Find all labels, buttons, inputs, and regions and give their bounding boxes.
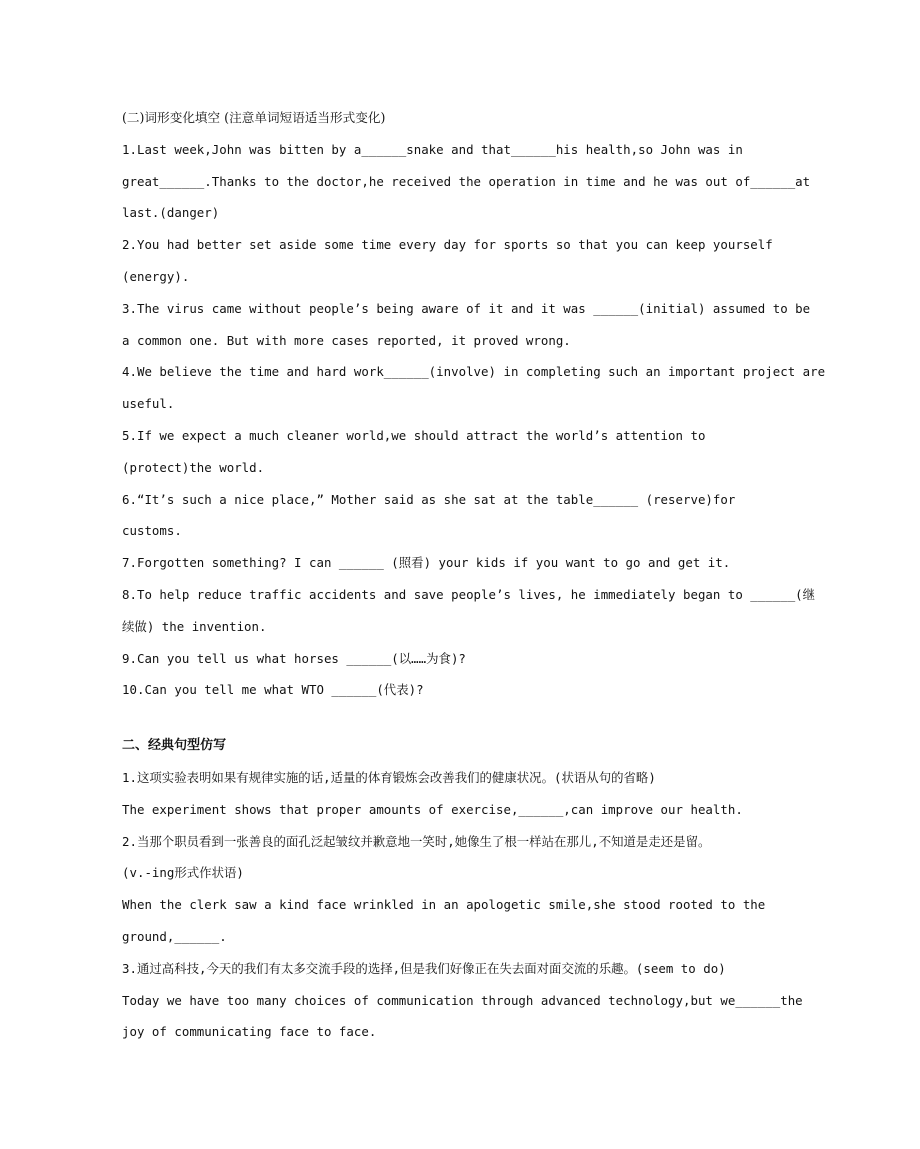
exercise-line: last.(danger) xyxy=(122,205,220,221)
exercise-line: 10.Can you tell me what WTO ______(代表)? xyxy=(122,682,424,698)
exercise-line: 8.To help reduce traffic accidents and save people’s lives, he immediately began to ______(继 xyxy=(122,586,816,602)
exercise-line: 1.这项实验表明如果有规律实施的话,适量的体育锻炼会改善我们的健康状况。(状语从句的省略) xyxy=(122,769,656,785)
exercise-line: a common one. But with more cases reported, it proved wrong. xyxy=(122,332,571,348)
exercise-line: 3.通过高科技,今天的我们有太多交流手段的选择,但是我们好像正在失去面对面交流的乐趣。(seem to do) xyxy=(122,960,726,976)
section-2-title: 二、经典句型仿写 xyxy=(122,738,227,754)
exercise-line: 6.“It’s such a nice place,” Mother said as she sat at the table______ (reserve)for xyxy=(122,491,736,507)
exercise-line: When the clerk saw a kind face wrinkled in an apologetic smile,she stood rooted to the xyxy=(122,897,766,913)
exercise-line: 5.If we expect a much cleaner world,we should attract the world’s attention to xyxy=(122,427,706,443)
exercise-line: 1.Last week,John was bitten by a______snake and that______his health,so John was in xyxy=(122,141,743,157)
document-page xyxy=(122,102,826,1048)
exercise-line: Today we have too many choices of communication through advanced technology,but we______the xyxy=(122,992,803,1008)
exercise-line: 4.We believe the time and hard work______(involve) in completing such an important project are xyxy=(122,364,826,380)
exercise-line: joy of communicating face to face. xyxy=(122,1024,377,1040)
exercise-line: (protect)the world. xyxy=(122,459,265,475)
exercise-line: 9.Can you tell us what horses ______(以……为食)? xyxy=(122,650,466,666)
exercise-line: 续做) the invention. xyxy=(122,618,267,634)
exercise-line: useful. xyxy=(122,396,175,412)
exercise-line: 2.当那个职员看到一张善良的面孔泛起皱纹并歉意地一笑时,她像生了根一样站在那儿,不知道是走还是留。 xyxy=(122,833,711,849)
exercise-line: customs. xyxy=(122,523,182,539)
exercise-line: 3.The virus came without people’s being aware of it and it was ______(initial) assumed to be xyxy=(122,300,811,316)
exercise-line: (v.-ing形式作状语) xyxy=(122,865,244,881)
exercise-line: 2.You had better set aside some time every day for sports so that you can keep yourself xyxy=(122,237,773,253)
section-1-title: (二)词形变化填空 (注意单词短语适当形式变化) xyxy=(122,110,386,125)
exercise-line: ground,______. xyxy=(122,928,227,944)
exercise-line: The experiment shows that proper amounts of exercise,______,can improve our health. xyxy=(122,801,743,817)
exercise-line: great______.Thanks to the doctor,he received the operation in time and he was out of______at xyxy=(122,173,811,189)
exercise-line: (energy). xyxy=(122,268,190,284)
exercise-line: 7.Forgotten something? I can ______ (照看) your kids if you want to go and get it. xyxy=(122,555,731,571)
section-spacer xyxy=(122,706,802,730)
